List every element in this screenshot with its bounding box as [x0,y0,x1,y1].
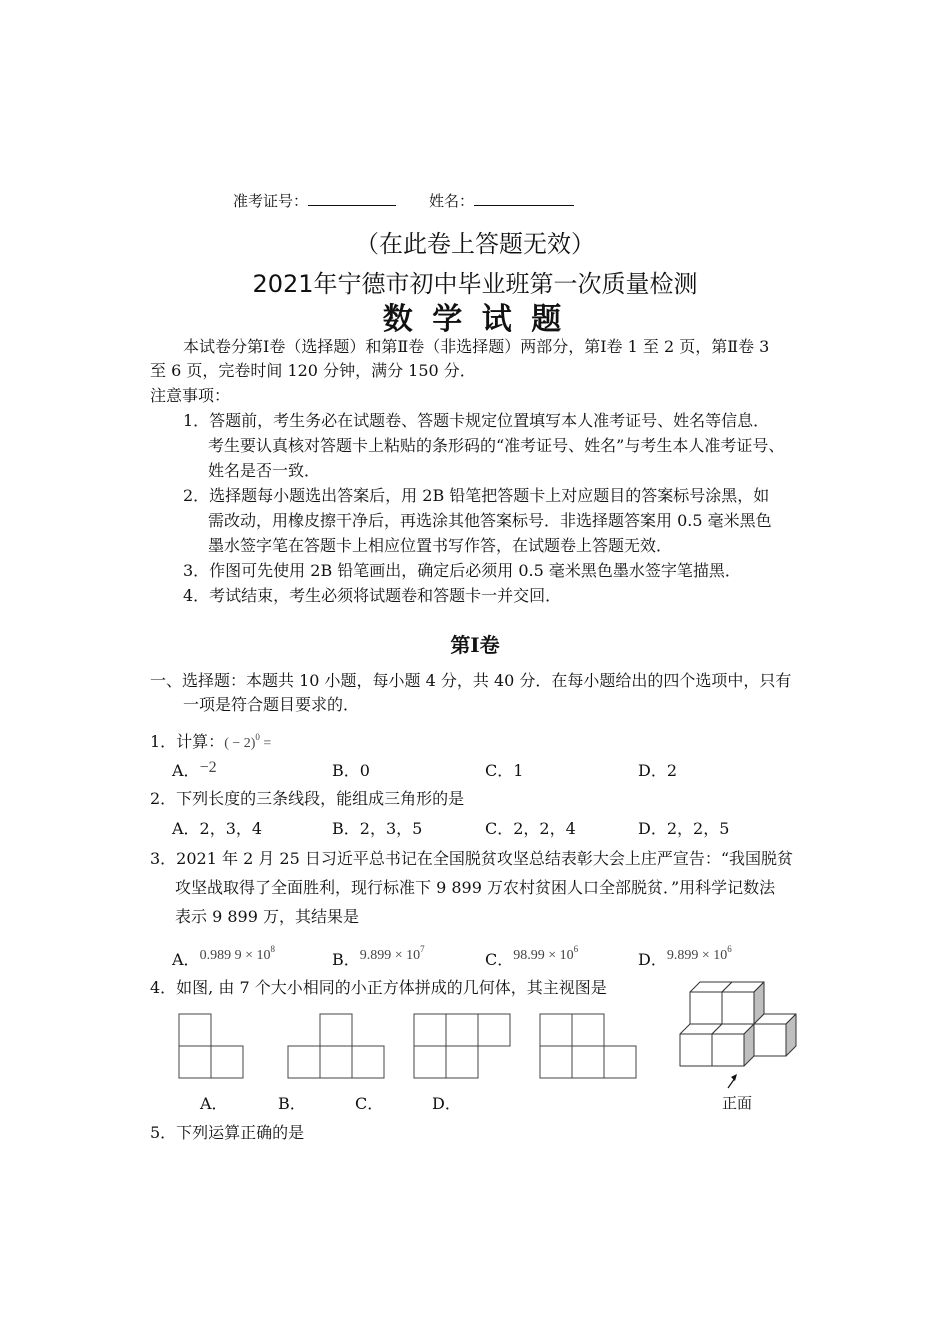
q4-stem: 4．如图, 由 7 个大小相同的小正方体拼成的几何体，其主视图是 [150,978,607,997]
q4-b-square [352,1046,384,1078]
q3-option-a-exponent: 8 [270,944,275,954]
q4-d-square [572,1046,604,1078]
q3-option-d-mantissa: 9.899 × 10 [666,948,728,963]
q4-b-square [288,1046,320,1078]
q3-option-d-label: D． [638,950,667,969]
q4-a-square [179,1046,211,1078]
q4-option-b-label: B． [278,1094,306,1113]
note-1-line-2: 考生要认真核对答题卡上粘贴的条形码的“准考证号、姓名”与考生本人准考证号、 [208,436,785,455]
q3-option-a [172,944,275,973]
q3-option-b-value [359,944,425,963]
candidate-number-label: 准考证号： [233,192,309,210]
q3-option-d [638,944,732,973]
q4-c-square [414,1014,446,1046]
part1-line-1: 一、选择题：本题共 10 小题，每小题 4 分，共 40 分．在每小题给出的四个选项中，只有 [150,671,792,690]
q2-option-b: B．2，3，5 [332,819,423,838]
q3-option-b-exponent: 7 [420,944,425,954]
front-arrow [728,1074,737,1088]
q3-option-c [485,944,578,973]
invalid-notice: （在此卷上答题无效） [355,230,595,258]
q1-option-d: D．2 [638,761,678,780]
q4-option-d-figure [539,1013,637,1079]
q3-option-d-exponent: 6 [727,944,732,954]
notes-heading: 注意事项： [150,386,231,405]
name-blank [474,191,574,206]
q2-stem: 2．下列长度的三条线段，能组成三角形的是 [150,789,465,808]
q1-option-c: C．1 [485,761,524,780]
q3-option-c-mantissa: 98.99 × 10 [513,948,574,963]
q4-d-square [604,1046,636,1078]
q1-expr-tail: = [259,736,272,751]
q3-option-b [332,944,425,973]
candidate-number-field [233,190,396,212]
q3-option-a-mantissa: 0.989 9 × 10 [199,948,271,963]
q4-b-square [320,1014,352,1046]
note-1-line-1: 1．答题前，考生务必在试题卷、答题卡规定位置填写本人准考证号、姓名等信息． [183,411,770,430]
q4-a-square [179,1014,211,1046]
q4-option-a-figure [178,1013,244,1079]
q4-option-c-figure [413,1013,511,1079]
q3-option-c-label: C． [485,950,514,969]
q4-option-b-figure [287,1013,385,1079]
q3-option-b-label: B． [332,950,360,969]
q3-option-d-value [666,944,732,963]
q3-option-a-value [199,944,275,963]
q4-c-square [478,1014,510,1046]
note-3-line-1: 3．作图可先使用 2B 铅笔画出，确定后必须用 0.5 毫米黑色墨水签字笔描黑． [183,561,741,580]
q4-option-a-label: A． [200,1094,228,1113]
intro-line-2: 至 6 页，完卷时间 120 分钟，满分 150 分． [150,361,476,380]
note-1-line-3: 姓名是否一致． [208,461,321,480]
q2-option-d: D．2，2，5 [638,819,730,838]
exam-title: 2021年宁德市初中毕业班第一次质量检测 [252,270,698,298]
q1-expr-exponent: 0 [255,732,260,742]
q5-stem: 5．下列运算正确的是 [150,1123,305,1142]
q4-d-square [572,1014,604,1046]
q3-line-3: 表示 9 899 万，其结果是 [175,907,359,926]
q1-expression [224,732,272,751]
q2-option-a: A．2，3，4 [172,819,263,838]
q3-option-a-label: A． [172,950,200,969]
name-field [429,190,574,212]
part1-line-2: 一项是符合题目要求的． [183,695,360,714]
q4-option-c-label: C． [355,1094,384,1113]
q4-b-square [320,1046,352,1078]
q4-c-square [446,1014,478,1046]
name-label: 姓名： [429,192,475,210]
intro-line-1: 本试卷分第Ⅰ卷（选择题）和第Ⅱ卷（非选择题）两部分，第Ⅰ卷 1 至 2 页，第Ⅱ卷 3 [183,337,770,356]
q3-option-c-value [513,944,579,963]
q1-expr-base: ( − 2) [224,736,256,751]
note-4-line-1: 4．考试结束，考生必须将试题卷和答题卡一并交回． [183,586,562,605]
q4-c-square [446,1046,478,1078]
q4-d-square [540,1014,572,1046]
q3-line-2: 攻坚战取得了全面胜利，现行标准下 9 899 万农村贫困人口全部脱贫．”用科学记数法 [175,878,776,897]
q1-option-a-value: −2 [199,759,217,776]
candidate-number-blank [308,191,396,206]
q1-option-a-label: A． [172,761,200,780]
q4-a-square [211,1046,243,1078]
q4-c-square [414,1046,446,1078]
note-2-line-1: 2．选择题每小题选出答案后，用 2B 铅笔把答题卡上对应题目的答案标号涂黑，如 [183,486,770,505]
q2-option-c: C．2，2，4 [485,819,576,838]
q3-option-c-exponent: 6 [573,944,579,954]
front-label: 正面 [722,1094,753,1112]
q3-line-1: 3．2021 年 2 月 25 日习近平总书记在全国脱贫攻坚总结表彰大会上庄严宣告：“我国脱贫 [150,849,794,868]
q4-option-d-label: D． [432,1094,461,1113]
q1-stem [150,726,271,755]
q3-option-b-mantissa: 9.899 × 10 [359,948,421,963]
q1-option-b: B．0 [332,761,370,780]
q4-d-square [540,1046,572,1078]
note-2-line-2: 需改动，用橡皮擦干净后，再选涂其他答案标号．非选择题答案用 0.5 毫米黑色 [208,511,772,530]
q4-cube-figure [676,980,802,1092]
note-2-line-3: 墨水签字笔在答题卡上相应位置书写作答，在试题卷上答题无效． [208,536,673,555]
subject-title: 数 学 试 题 [382,303,568,336]
q1-option-a [172,760,217,783]
section-title: 第Ⅰ卷 [450,633,500,657]
q1-stem-text: 1．计算： [150,732,225,751]
